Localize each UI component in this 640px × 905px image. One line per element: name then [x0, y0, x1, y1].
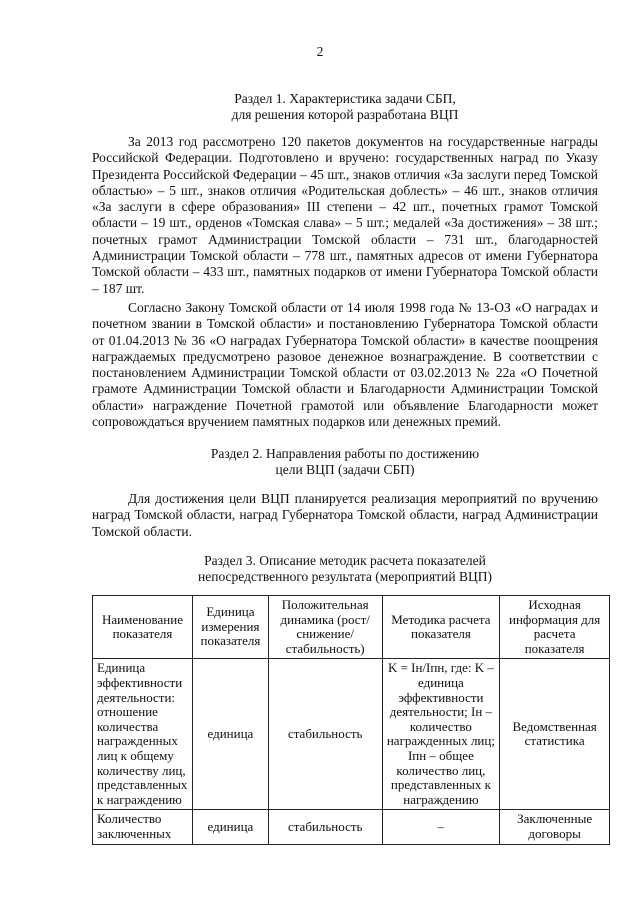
- header-cell: Единица измерения показателя: [192, 596, 268, 659]
- source-cell: Заключенные договоры: [500, 810, 610, 844]
- table-row: [93, 810, 610, 844]
- section1-paragraph-2: Согласно Закону Томской области от 14 июля 1998 года № 13-ОЗ «О наградах и почетном звании в Томской области» и постановлению Губернатора Томской области от 01.04.2013 № 36 «О наградах Губернатора Томской области» в качестве поощрения награждаемых предусмотрено разовое денежное вознаграждение. В соответствии с постановлением Администрации Томской области от 03.02.2013 № 22а «О Почетной грамоте Администрации Томской области и Благодарности Администрации Томской области» награждение Почетной грамотой или объявление Благодарности может сопровождаться вручением памятных подарков или денежных премий.: [92, 300, 598, 430]
- section2-paragraph-1: Для достижения цели ВЦП планируется реализация мероприятий по вручению наград Томской области, наград Губернатора Томской области, наград Администрации Томской области.: [92, 491, 598, 539]
- section3-title: Раздел 3. Описание методик расчета показателей непосредственного результата (мероприятий ВЦП): [198, 553, 492, 584]
- indicators-table: [92, 595, 610, 845]
- section2-title: Раздел 2. Направления работы по достижению цели ВЦП (задачи СБП): [210, 446, 480, 477]
- unit-cell: единица: [192, 659, 268, 810]
- header-cell: Исходная информация для расчета показателя: [500, 596, 610, 659]
- section1-paragraph-1: За 2013 год рассмотрено 120 пакетов документов на государственные награды Российской Федерации. Подготовлено и вручено: государственных наград по Указу Президента Российской Федерации – 45 шт., знаков отличия «За заслуги перед Томской областью» – 5 шт., знаков отличия «Родительская доблесть» – 46 шт., знаков отличия «За заслуги в сфере образования» III степени – 42 шт., почетных грамот Томской области – 19 шт., орденов «Томская слава» – 5 шт.; медалей «За достижения» – 38 шт.; почетных грамот Администрации Томской области – 731 шт., благодарностей Администрации Томской области – 778 шт., памятных адресов от имени Губернатора Томской области – 433 шт., памятных подарков от имени Губернатора Томской области – 187 шт.: [92, 134, 598, 296]
- indicator-name-cell: Единица эффективности деятельности: отношение количества награжденных лиц к общему количеству лиц, представленных к награждению: [93, 659, 193, 810]
- section1-title: Раздел 1. Характеристика задачи СБП, для решения которой разработана ВЦП: [231, 91, 459, 122]
- header-cell: Положительная динамика (рост/снижение/ стабильность): [268, 596, 382, 659]
- indicator-name-cell: Количество заключенных: [93, 810, 193, 844]
- method-cell: K = Iн/Iпн, где: K – единица эффективности деятельности; Iн – количество награжденных лиц; Iпн – общее количество лиц, представленных к награждению: [382, 659, 500, 810]
- dynamics-cell: стабильность: [268, 810, 382, 844]
- dynamics-cell: стабильность: [268, 659, 382, 810]
- table-header-row: [93, 596, 610, 659]
- method-cell: –: [382, 810, 500, 844]
- source-cell: Ведомственная статистика: [500, 659, 610, 810]
- page-number: 2: [316, 44, 324, 59]
- header-cell: Наименование показателя: [93, 596, 193, 659]
- header-cell: Методика расчета показателя: [382, 596, 500, 659]
- unit-cell: единица: [192, 810, 268, 844]
- table-row: [93, 659, 610, 810]
